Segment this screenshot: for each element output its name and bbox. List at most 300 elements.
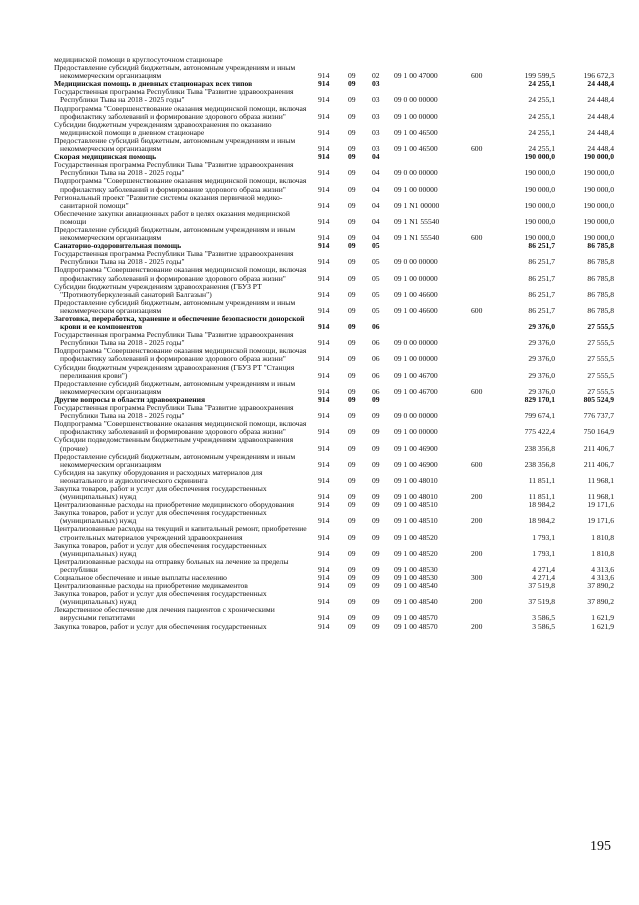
target-article-code: 09 1 N1 55540	[394, 216, 440, 226]
ministry-code: 914	[318, 370, 330, 380]
section-code: 09	[348, 370, 356, 380]
table-row	[54, 380, 614, 396]
subsection-code: 09	[372, 443, 380, 453]
ministry-code: 914	[318, 111, 330, 121]
table-row	[54, 64, 614, 80]
section-code: 09	[348, 475, 356, 485]
amount-year-1: 29 376,0	[528, 338, 555, 348]
ministry-code: 914	[318, 573, 330, 582]
amount-year-1: 190 000,0	[524, 200, 555, 210]
expense-type-code: 200	[471, 621, 483, 631]
subsection-code: 06	[372, 386, 380, 396]
subsection-code: 09	[372, 411, 380, 421]
row-description: Предоставление субсидий бюджетным, автономным учреждениям и иным некоммерческим организациям	[54, 63, 296, 81]
ministry-code: 914	[318, 127, 330, 137]
amount-year-2: 24 448,4	[587, 79, 614, 89]
ministry-code: 914	[318, 184, 330, 194]
table-row	[54, 453, 614, 469]
row-description: Лекарственное обеспечение для лечения пациентов с хроническими вирусными гепатитами	[54, 605, 275, 623]
amount-year-2: 37 890,2	[587, 581, 614, 591]
ministry-code: 914	[318, 144, 330, 154]
section-code: 09	[348, 394, 356, 404]
ministry-code: 914	[318, 233, 330, 243]
table-row	[54, 623, 614, 631]
table-row	[54, 194, 614, 210]
ministry-code: 914	[318, 289, 330, 299]
ministry-code: 914	[318, 386, 330, 396]
amount-year-2: 196 672,3	[583, 71, 614, 81]
row-description: Скорая медицинская помощь	[54, 152, 157, 162]
target-article-code: 09 1 00 00000	[394, 184, 438, 194]
target-article-code: 09 1 00 46700	[394, 386, 438, 396]
subsection-code: 05	[372, 289, 380, 299]
amount-year-1: 29 376,0	[528, 386, 555, 396]
amount-year-1: 190 000,0	[524, 216, 555, 226]
target-article-code: 09 1 N1 00000	[394, 200, 440, 210]
amount-year-2: 37 890,2	[587, 597, 614, 607]
amount-year-1: 4 271,4	[532, 573, 555, 582]
target-article-code: 09 1 00 48510	[394, 500, 438, 510]
subsection-code: 06	[372, 370, 380, 380]
section-code: 09	[348, 168, 356, 178]
table-row	[54, 525, 614, 541]
ministry-code: 914	[318, 79, 330, 89]
amount-year-2: 190 000,0	[583, 233, 614, 243]
subsection-code: 03	[372, 111, 380, 121]
row-description: Медицинская помощь в дневных стационарах всех типов	[54, 79, 253, 89]
row-description: Централизованные расходы на отправку больных на лечение за пределы республики	[54, 556, 289, 574]
subsection-code: 09	[372, 459, 380, 469]
amount-year-1: 86 251,7	[528, 305, 555, 315]
amount-year-1: 24 255,1	[528, 111, 555, 121]
target-article-code: 09 0 00 00000	[394, 95, 438, 105]
target-article-code: 09 1 00 00000	[394, 427, 438, 437]
table-row	[54, 347, 614, 363]
amount-year-2: 86 785,8	[587, 241, 614, 251]
section-code: 09	[348, 257, 356, 267]
expense-type-code: 600	[471, 144, 483, 154]
section-code: 09	[348, 95, 356, 105]
table-row	[54, 331, 614, 347]
subsection-code: 06	[372, 338, 380, 348]
ministry-code: 914	[318, 322, 330, 332]
amount-year-2: 11 968,1	[587, 475, 614, 485]
subsection-code: 09	[372, 621, 380, 631]
amount-year-1: 86 251,7	[528, 257, 555, 267]
subsection-code: 09	[372, 516, 380, 526]
ministry-code: 914	[318, 200, 330, 210]
table-row	[54, 364, 614, 380]
expense-type-code: 200	[471, 548, 483, 558]
row-description: Подпрограмма "Совершенствование оказания медицинской помощи, включая профилактику заболеваний и формирование здорового образа жизни"	[54, 419, 307, 437]
subsection-code: 03	[372, 79, 380, 89]
section-code: 09	[348, 411, 356, 421]
row-description: Закупка товаров, работ и услуг для обеспечения государственных (муниципальных) нужд	[54, 540, 267, 558]
subsection-code: 04	[372, 184, 380, 194]
amount-year-1: 86 251,7	[528, 241, 555, 251]
subsection-code: 05	[372, 273, 380, 283]
section-code: 09	[348, 322, 356, 332]
expense-type-code: 600	[471, 233, 483, 243]
table-row	[54, 266, 614, 282]
ministry-code: 914	[318, 354, 330, 364]
row-description: Государственная программа Республики Тыва "Развитие здравоохранения Республики Тыва на 2018 - 2025 годы"	[54, 87, 294, 105]
target-article-code: 09 1 00 48570	[394, 621, 438, 631]
amount-year-1: 24 255,1	[528, 127, 555, 137]
amount-year-2: 27 555,5	[587, 354, 614, 364]
amount-year-1: 3 586,5	[532, 621, 555, 631]
amount-year-1: 37 519,8	[528, 581, 555, 591]
subsection-code: 09	[372, 581, 380, 591]
ministry-code: 914	[318, 338, 330, 348]
table-row	[54, 590, 614, 606]
target-article-code: 09 1 00 47000	[394, 71, 438, 81]
target-article-code: 09 1 00 48540	[394, 581, 438, 591]
subsection-code: 09	[372, 613, 380, 623]
row-description: Закупка товаров, работ и услуг для обеспечения государственных (муниципальных) нужд	[54, 508, 267, 526]
target-article-code: 09 0 00 00000	[394, 168, 438, 178]
subsection-code: 03	[372, 95, 380, 105]
row-description: Закупка товаров, работ и услуг для обеспечения государственных (муниципальных) нужд	[54, 483, 267, 502]
row-description: Централизованные расходы на текущий и капитальный ремонт, приобретение строительных материалов учреждений здравоохранения	[54, 524, 307, 542]
target-article-code: 09 0 00 00000	[394, 411, 438, 421]
subsection-code: 09	[372, 475, 380, 485]
amount-year-1: 18 984,2	[528, 516, 555, 526]
amount-year-1: 24 255,1	[528, 144, 555, 154]
subsection-code: 09	[372, 573, 380, 582]
row-description: Региональный проект "Развитие системы оказания первичной медико-санитарной помощи"	[54, 192, 283, 210]
section-code: 09	[348, 305, 356, 315]
subsection-code: 09	[372, 394, 380, 404]
section-code: 09	[348, 338, 356, 348]
ministry-code: 914	[318, 443, 330, 453]
ministry-code: 914	[318, 394, 330, 404]
amount-year-2: 211 406,7	[583, 459, 614, 469]
expense-type-code: 600	[471, 386, 483, 396]
amount-year-2: 190 000,0	[583, 216, 614, 226]
section-code: 09	[348, 613, 356, 623]
section-code: 09	[348, 443, 356, 453]
subsection-code: 05	[372, 305, 380, 315]
subsection-code: 04	[372, 200, 380, 210]
section-code: 09	[348, 354, 356, 364]
amount-year-1: 238 356,8	[524, 443, 555, 453]
ministry-code: 914	[318, 564, 330, 574]
row-description: Государственная программа Республики Тыва "Развитие здравоохранения Республики Тыва на 2018 - 2025 годы"	[54, 249, 294, 267]
row-description: Централизованные расходы на приобретение медицинского оборудования	[54, 500, 294, 510]
section-code: 09	[348, 289, 356, 299]
target-article-code: 09 1 00 46600	[394, 289, 438, 299]
amount-year-2: 24 448,4	[587, 144, 614, 154]
subsection-code: 04	[372, 233, 380, 243]
amount-year-1: 190 000,0	[524, 233, 555, 243]
row-description: Подпрограмма "Совершенствование оказания медицинской помощи, включая профилактику заболеваний и формирование здорового образа жизни"	[54, 103, 307, 121]
row-description: Государственная программа Республики Тыва "Развитие здравоохранения Республики Тыва на 2018 - 2025 годы"	[54, 403, 294, 421]
section-code: 09	[348, 127, 356, 137]
table-row	[54, 88, 614, 104]
amount-year-2: 86 785,8	[587, 257, 614, 267]
row-description: Подпрограмма "Совершенствование оказания медицинской помощи, включая профилактику заболеваний и формирование здорового образа жизни"	[54, 265, 307, 283]
amount-year-2: 805 524,9	[583, 394, 614, 404]
subsection-code: 02	[372, 71, 380, 81]
section-code: 09	[348, 427, 356, 437]
subsection-code: 09	[372, 597, 380, 607]
amount-year-2: 211 406,7	[583, 443, 614, 453]
subsection-code: 06	[372, 322, 380, 332]
table-row	[54, 299, 614, 315]
row-description: Субсидии подведомственным бюджетным учреждениям здравоохранения (прочие)	[54, 435, 294, 453]
row-description: Государственная программа Республики Тыва "Развитие здравоохранения Республики Тыва на 2018 - 2025 годы"	[54, 160, 294, 178]
ministry-code: 914	[318, 257, 330, 267]
subsection-code: 09	[372, 564, 380, 574]
ministry-code: 914	[318, 475, 330, 485]
amount-year-1: 238 356,8	[524, 459, 555, 469]
amount-year-1: 29 376,0	[528, 354, 555, 364]
section-code: 09	[348, 459, 356, 469]
ministry-code: 914	[318, 516, 330, 526]
target-article-code: 09 1 00 46900	[394, 443, 438, 453]
ministry-code: 914	[318, 597, 330, 607]
amount-year-1: 29 376,0	[528, 370, 555, 380]
table-row	[54, 469, 614, 485]
table-row	[54, 436, 614, 452]
row-description: Предоставление субсидий бюджетным, автономным учреждениям и иным некоммерческим организациям	[54, 224, 296, 243]
row-description: Предоставление субсидий бюджетным, автономным учреждениям и иным некоммерческим организациям	[54, 135, 296, 154]
row-description: медицинской помощи в круглосуточном стационаре	[54, 55, 223, 64]
target-article-code: 09 1 N1 55540	[394, 233, 440, 243]
row-description: Субсидии бюджетным учреждениям здравоохранения (ГБУЗ РТ "Противотуберкулезный санаторий Балгазын")	[54, 281, 262, 299]
section-row	[54, 315, 614, 331]
amount-year-1: 24 255,1	[528, 95, 555, 105]
amount-year-2: 1 621,9	[591, 621, 614, 631]
section-code: 09	[348, 573, 356, 582]
ministry-code: 914	[318, 273, 330, 283]
amount-year-2: 776 737,7	[583, 411, 614, 421]
row-description: Подпрограмма "Совершенствование оказания медицинской помощи, включая профилактику заболеваний и формирование здорового образа жизни"	[54, 346, 307, 364]
section-code: 09	[348, 71, 356, 81]
subsection-code: 09	[372, 532, 380, 542]
table-row	[54, 404, 614, 420]
expense-type-code: 600	[471, 71, 483, 81]
amount-year-1: 799 674,1	[524, 411, 555, 421]
expense-type-code: 200	[471, 492, 483, 502]
amount-year-1: 11 851,1	[528, 475, 555, 485]
row-description: Субсидии бюджетным учреждениям здравоохранения (ГБУЗ РТ "Станция переливания крови")	[54, 362, 295, 380]
table-row	[54, 177, 614, 193]
amount-year-1: 86 251,7	[528, 289, 555, 299]
ministry-code: 914	[318, 427, 330, 437]
amount-year-2: 19 171,6	[587, 516, 614, 526]
table-row	[54, 121, 614, 137]
subsection-code: 05	[372, 241, 380, 251]
target-article-code: 09 1 00 46700	[394, 370, 438, 380]
table-row	[54, 509, 614, 525]
subsection-code: 09	[372, 492, 380, 502]
section-code: 09	[348, 144, 356, 154]
row-description: Закупка товаров, работ и услуг для обеспечения государственных	[54, 621, 267, 631]
amount-year-1: 190 000,0	[524, 168, 555, 178]
row-description: Социальное обеспечение и иные выплаты населению	[54, 573, 227, 582]
target-article-code: 09 1 00 00000	[394, 111, 438, 121]
amount-year-2: 4 313,6	[591, 564, 614, 574]
table-row	[54, 137, 614, 153]
subsection-code: 09	[372, 427, 380, 437]
section-code: 09	[348, 200, 356, 210]
ministry-code: 914	[318, 532, 330, 542]
ministry-code: 914	[318, 621, 330, 631]
target-article-code: 09 1 00 48530	[394, 573, 438, 582]
section-code: 09	[348, 564, 356, 574]
subsection-code: 04	[372, 216, 380, 226]
ministry-code: 914	[318, 95, 330, 105]
section-code: 09	[348, 216, 356, 226]
row-description: Обеспечение закупки авиационных работ в целях оказания медицинской помощи	[54, 208, 290, 226]
amount-year-1: 829 170,1	[524, 394, 555, 404]
amount-year-2: 24 448,4	[587, 127, 614, 137]
amount-year-2: 11 968,1	[587, 492, 614, 502]
section-code: 09	[348, 492, 356, 502]
amount-year-1: 190 000,0	[524, 184, 555, 194]
amount-year-1: 18 984,2	[528, 500, 555, 510]
ministry-code: 914	[318, 168, 330, 178]
expense-type-code: 600	[471, 459, 483, 469]
table-row	[54, 105, 614, 121]
section-code: 09	[348, 152, 356, 162]
ministry-code: 914	[318, 548, 330, 558]
section-code: 09	[348, 500, 356, 510]
section-code: 09	[348, 79, 356, 89]
amount-year-1: 29 376,0	[528, 322, 555, 332]
section-code: 09	[348, 184, 356, 194]
amount-year-2: 19 171,6	[587, 500, 614, 510]
table-row	[54, 250, 614, 266]
section-code: 09	[348, 621, 356, 631]
section-code: 09	[348, 597, 356, 607]
amount-year-1: 11 851,1	[528, 492, 555, 502]
ministry-code: 914	[318, 71, 330, 81]
section-code: 09	[348, 111, 356, 121]
target-article-code: 09 0 00 00000	[394, 257, 438, 267]
target-article-code: 09 1 00 48010	[394, 492, 438, 502]
row-description: Заготовка, переработка, хранение и обеспечение безопасности донорской крови и ее компонентов	[54, 314, 305, 332]
ministry-code: 914	[318, 216, 330, 226]
ministry-code: 914	[318, 241, 330, 251]
row-description: Государственная программа Республики Тыва "Развитие здравоохранения Республики Тыва на 2018 - 2025 годы"	[54, 330, 294, 348]
section-code: 09	[348, 241, 356, 251]
amount-year-2: 86 785,8	[587, 305, 614, 315]
table-row	[54, 485, 614, 501]
table-row	[54, 420, 614, 436]
ministry-code: 914	[318, 305, 330, 315]
amount-year-2: 1 810,8	[591, 548, 614, 558]
expense-type-code: 300	[471, 573, 483, 582]
amount-year-2: 86 785,8	[587, 289, 614, 299]
amount-year-2: 86 785,8	[587, 273, 614, 283]
target-article-code: 09 0 00 00000	[394, 338, 438, 348]
target-article-code: 09 1 00 48010	[394, 475, 438, 485]
amount-year-1: 190 000,0	[524, 152, 555, 162]
row-description: Предоставление субсидий бюджетным, автономным учреждениям и иным некоммерческим организациям	[54, 297, 296, 315]
amount-year-2: 1 810,8	[591, 532, 614, 542]
row-description: Другие вопросы в области здравоохранения	[54, 394, 206, 404]
amount-year-2: 1 621,9	[591, 613, 614, 623]
amount-year-2: 24 448,4	[587, 95, 614, 105]
row-description: Санаторно-оздоровительная помощь	[54, 241, 182, 251]
row-description: Централизованные расходы на приобретение медикаментов	[54, 581, 248, 591]
amount-year-1: 3 586,5	[532, 613, 555, 623]
target-article-code: 09 1 00 46900	[394, 459, 438, 469]
section-code: 09	[348, 532, 356, 542]
ministry-code: 914	[318, 152, 330, 162]
section-code: 09	[348, 516, 356, 526]
target-article-code: 09 1 00 48570	[394, 613, 438, 623]
row-description: Подпрограмма "Совершенствование оказания медицинской помощи, включая профилактику заболеваний и формирование здорового образа жизни"	[54, 176, 307, 194]
target-article-code: 09 1 00 48510	[394, 516, 438, 526]
table-row	[54, 542, 614, 558]
amount-year-1: 37 519,8	[528, 597, 555, 607]
budget-table	[54, 56, 614, 631]
section-code: 09	[348, 233, 356, 243]
row-description: Предоставление субсидий бюджетным, автономным учреждениям и иным некоммерческим организациям	[54, 451, 296, 469]
target-article-code: 09 1 00 48540	[394, 597, 438, 607]
subsection-code: 04	[372, 168, 380, 178]
target-article-code: 09 1 00 48520	[394, 548, 438, 558]
row-description: Субсидии бюджетным учреждениям здравоохранения по оказанию медицинской помощи в дневном стационаре	[54, 119, 272, 137]
target-article-code: 09 1 00 48520	[394, 532, 438, 542]
row-description: Закупка товаров, работ и услуг для обеспечения государственных (муниципальных) нужд	[54, 589, 267, 607]
amount-year-2: 27 555,5	[587, 338, 614, 348]
subsection-code: 03	[372, 144, 380, 154]
target-article-code: 09 1 00 00000	[394, 354, 438, 364]
target-article-code: 09 1 00 46600	[394, 305, 438, 315]
target-article-code: 09 1 00 00000	[394, 273, 438, 283]
amount-year-1: 4 271,4	[532, 564, 555, 574]
section-code: 09	[348, 273, 356, 283]
amount-year-2: 27 555,5	[587, 370, 614, 380]
row-description: Субсидия на закупку оборудования и расходных материалов для неонатального и аудиологического скрининга	[54, 467, 263, 485]
row-description: Предоставление субсидий бюджетным, автономным учреждениям и иным некоммерческим организациям	[54, 378, 296, 396]
amount-year-2: 190 000,0	[583, 200, 614, 210]
table-row	[54, 283, 614, 299]
page-number: 195	[590, 839, 611, 854]
subsection-code: 09	[372, 500, 380, 510]
expense-type-code: 200	[471, 597, 483, 607]
ministry-code: 914	[318, 492, 330, 502]
target-article-code: 09 1 00 48530	[394, 564, 438, 574]
amount-year-2: 190 000,0	[583, 152, 614, 162]
amount-year-1: 775 422,4	[524, 427, 555, 437]
amount-year-1: 86 251,7	[528, 273, 555, 283]
target-article-code: 09 1 00 46500	[394, 144, 438, 154]
table-row	[54, 161, 614, 177]
table-row	[54, 210, 614, 226]
amount-year-2: 24 448,4	[587, 111, 614, 121]
subsection-code: 09	[372, 548, 380, 558]
ministry-code: 914	[318, 411, 330, 421]
amount-year-1: 1 793,1	[532, 548, 555, 558]
ministry-code: 914	[318, 613, 330, 623]
amount-year-2: 750 164,9	[583, 427, 614, 437]
target-article-code: 09 1 00 46500	[394, 127, 438, 137]
section-code: 09	[348, 548, 356, 558]
amount-year-2: 27 555,5	[587, 386, 614, 396]
ministry-code: 914	[318, 581, 330, 591]
amount-year-1: 199 599,5	[524, 71, 555, 81]
subsection-code: 05	[372, 257, 380, 267]
subsection-code: 03	[372, 127, 380, 137]
amount-year-1: 1 793,1	[532, 532, 555, 542]
section-code: 09	[348, 581, 356, 591]
